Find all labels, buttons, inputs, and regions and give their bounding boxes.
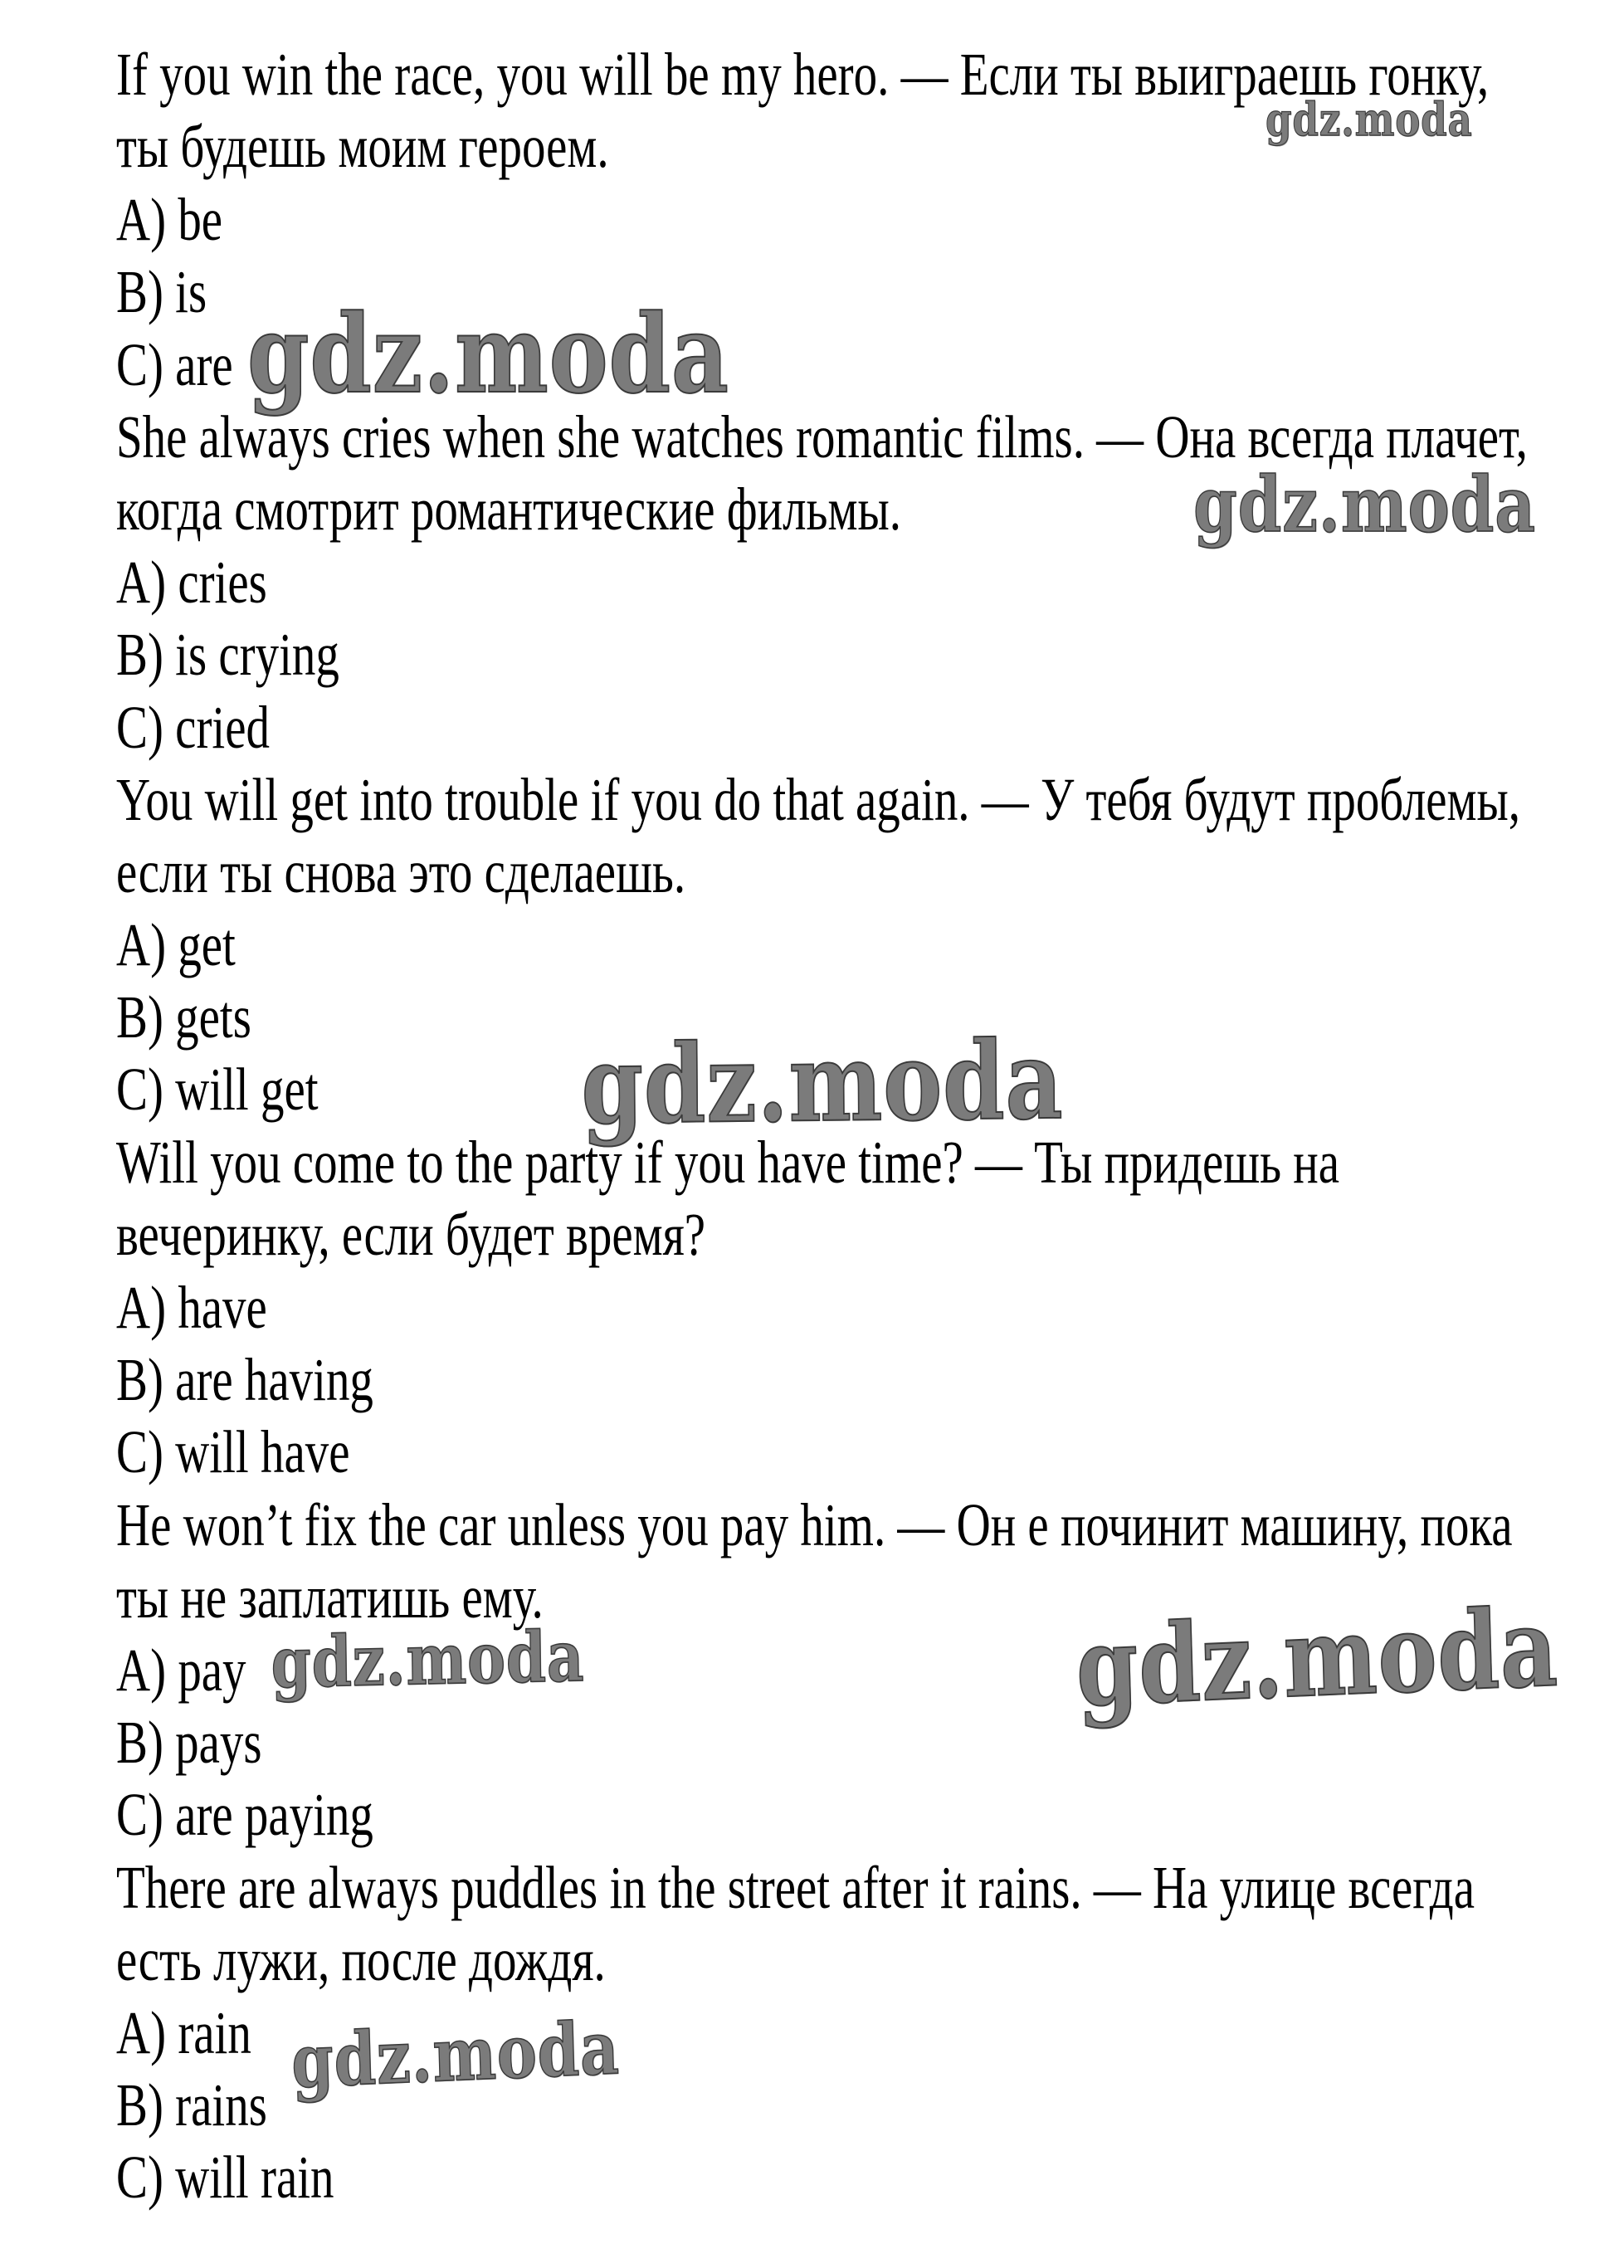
option-line: C) will rain [116,2144,334,2212]
gdz-moda-watermark: gdz.moda [290,2004,621,2105]
sentence-line: вечеринку, если будет время? [116,1201,706,1269]
question-block [116,401,1610,763]
option-line: B) pays [116,1708,262,1776]
sentence-line: есть лужи, после дождя. [116,1926,606,1994]
option-line: C) are paying [116,1781,373,1849]
gdz-moda-watermark: gdz.moda [1074,1583,1560,1731]
sentence-line: когда смотрит романтические фильмы. [116,476,902,544]
option-line: B) is [116,258,207,326]
option-line: B) gets [116,983,251,1051]
sentence-line: He won’t fix the car unless you pay him. — Он е починит машину, пока [116,1490,1513,1558]
option-line: B) rains [116,2070,267,2139]
gdz-moda-watermark: gdz.moda [1266,92,1473,146]
gdz-moda-watermark: gdz.moda [247,290,729,417]
option-line: C) will get [116,1056,319,1124]
question-block [116,1126,1610,1489]
sentence-line: если ты снова это сделаешь. [116,838,686,906]
option-line: A) have [116,1273,267,1341]
option-line: A) be [116,185,223,253]
option-line: A) get [116,910,236,978]
sentence-line: Will you come to the party if you have time? — Ты придешь на [116,1128,1340,1196]
option-line: B) are having [116,1346,373,1414]
option-line: A) cries [116,548,267,616]
sentence-line: ты будешь моим героем. [116,113,609,181]
option-line: A) pay [116,1636,246,1704]
option-line: B) is crying [116,621,339,689]
option-line: C) will have [116,1418,350,1486]
option-line: A) rain [116,1998,251,2066]
sentence-line: There are always puddles in the street after it rains. — На улице всегда [116,1853,1475,1921]
option-line: C) cried [116,693,270,761]
gdz-moda-watermark: gdz.moda [1193,460,1536,549]
gdz-moda-watermark: gdz.moda [580,1016,1064,1149]
option-line: C) are [116,330,233,398]
sentence-line: ты не заплатишь ему. [116,1563,544,1631]
gdz-moda-watermark: gdz.moda [270,1614,585,1704]
sentence-line: If you win the race, you will be my hero. — Если ты выиграешь гонку, [116,41,1490,108]
sentence-line: She always cries when she watches romantic films. — Она всегда плачет, [116,402,1528,471]
sentence-line: You will get into trouble if you do that again. — У тебя будут проблемы, [116,765,1521,833]
